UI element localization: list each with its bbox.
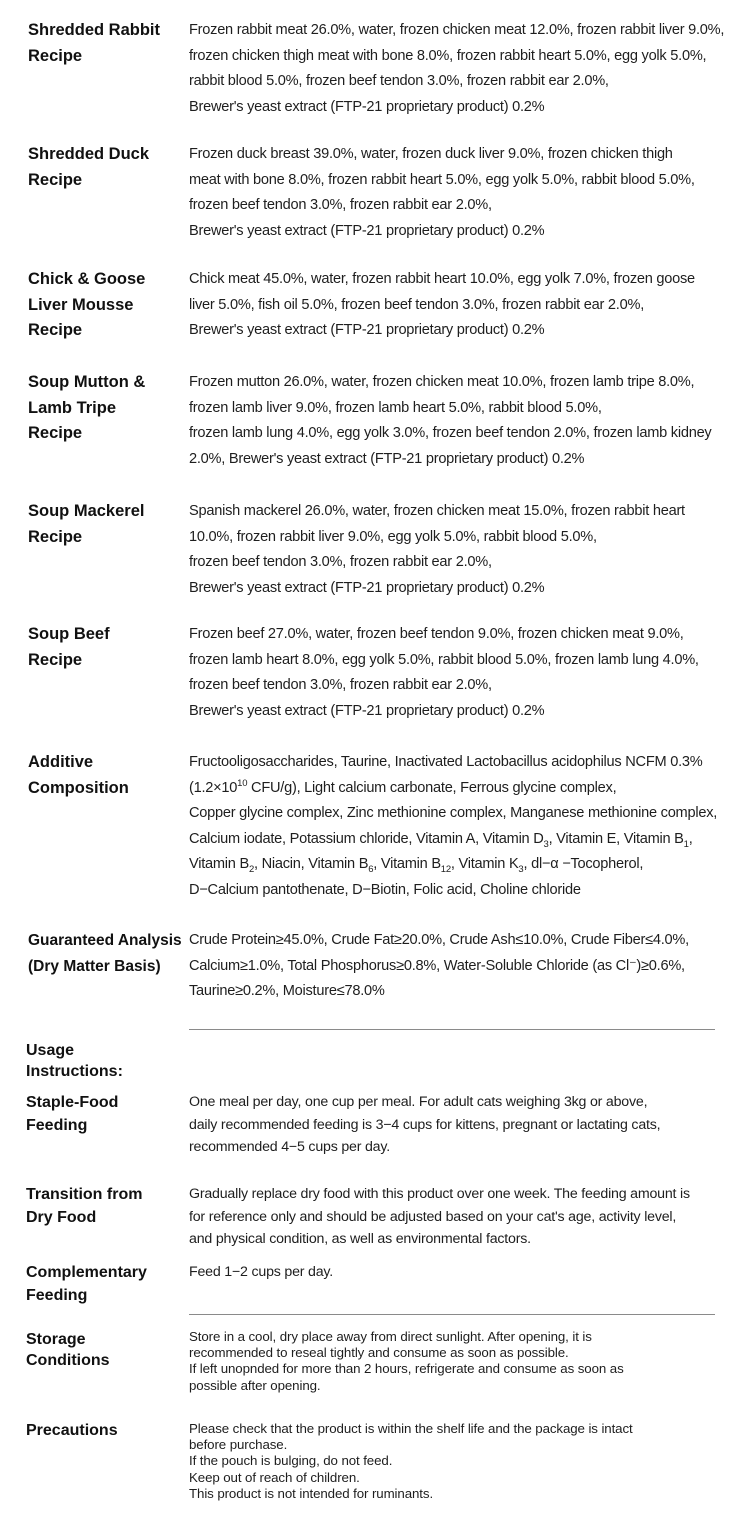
- additive-text: Calcium iodate, Potassium chloride, Vitamin A, Vitamin D: [189, 830, 544, 847]
- usage-label: [26, 1261, 186, 1307]
- ingredient-line: frozen lamb lung 4.0%, egg yolk 3.0%, frozen beef tendon 2.0%, frozen lamb kidney: [189, 425, 712, 441]
- usage-text: [189, 1261, 729, 1284]
- analysis-line: Calcium≥1.0%, Total Phosphorus≥0.8%, Water-Soluble Chloride (as Cl⁻)≥0.6%,: [189, 957, 685, 974]
- recipe-ingredients: [189, 499, 729, 601]
- subscript: 3: [543, 838, 549, 850]
- recipe-name: [28, 267, 183, 344]
- recipe-name-line: Chick & Goose: [28, 270, 146, 288]
- ingredient-line: frozen lamb liver 9.0%, frozen lamb heart 5.0%, rabbit blood 5.0%,: [189, 399, 602, 416]
- additive-line: Copper glycine complex, Zinc methionine complex, Manganese methionine complex,: [189, 805, 718, 821]
- usage-text: [189, 1091, 729, 1159]
- additive-label-line: Additive: [28, 753, 94, 771]
- additive-line: [189, 827, 729, 853]
- usage-label-line: Complementary: [26, 1264, 147, 1281]
- precaution-line: If the pouch is bulging, do not feed.: [189, 1453, 393, 1469]
- recipe-name-line: Soup Mackerel: [28, 502, 145, 520]
- usage-heading-line: Instructions:: [26, 1063, 123, 1080]
- usage-label-line: Dry Food: [26, 1209, 97, 1226]
- additive-line: D−Calcium pantothenate, D−Biotin, Folic acid, Choline chloride: [189, 881, 581, 898]
- recipe-name-line: Recipe: [28, 170, 83, 189]
- additive-text: (1.2×10: [189, 779, 238, 796]
- recipe-name-line: Recipe: [28, 650, 83, 669]
- divider: [189, 1029, 715, 1030]
- ingredient-line: Brewer's yeast extract (FTP-21 proprietary product) 0.2%: [189, 322, 545, 338]
- superscript: 10: [237, 777, 248, 789]
- recipe-ingredients: [189, 142, 729, 244]
- recipe-ingredients: [189, 370, 729, 472]
- ingredient-line: Brewer's yeast extract (FTP-21 proprietary product) 0.2%: [189, 222, 545, 239]
- ingredient-line: 10.0%, frozen rabbit liver 9.0%, egg yolk 5.0%, rabbit blood 5.0%,: [189, 528, 597, 545]
- storage-label: [26, 1329, 186, 1371]
- recipe-name-line: Lamb Tripe: [28, 398, 117, 417]
- usage-label: [26, 1183, 186, 1229]
- additive-label: [28, 750, 183, 801]
- additive-text: Vitamin B: [189, 856, 249, 872]
- additive-list: [189, 750, 729, 903]
- storage-label-line: Storage: [26, 1331, 86, 1348]
- recipe-name-line: Soup Mutton &: [28, 373, 146, 391]
- usage-label-line: Staple-Food: [26, 1094, 119, 1111]
- ingredient-line: frozen beef tendon 3.0%, frozen rabbit ear 2.0%,: [189, 197, 492, 213]
- subscript: 1: [683, 838, 689, 850]
- usage-line: daily recommended feeding is 3−4 cups for kittens, pregnant or lactating cats,: [189, 1116, 661, 1133]
- ingredient-line: Frozen duck breast 39.0%, water, frozen duck liver 9.0%, frozen chicken thigh: [189, 146, 673, 162]
- recipe-name: [28, 370, 183, 447]
- recipe-name: [28, 142, 183, 193]
- recipe-name-line: Recipe: [28, 527, 83, 546]
- precaution-line: This product is not intended for ruminants.: [189, 1485, 434, 1501]
- storage-line: If left unopnded for more than 2 hours, refrigerate and consume as soon as: [189, 1361, 624, 1377]
- usage-line: recommended 4−5 cups per day.: [189, 1139, 390, 1155]
- analysis-values: [189, 928, 729, 1005]
- recipe-name-line: Recipe: [28, 321, 83, 339]
- recipe-name-line: Shredded Duck: [28, 145, 150, 163]
- recipe-ingredients: [189, 622, 729, 724]
- ingredient-line: Spanish mackerel 26.0%, water, frozen chicken meat 15.0%, frozen rabbit heart: [189, 503, 685, 519]
- recipe-name-line: Recipe: [28, 46, 83, 65]
- recipe-name-line: Recipe: [28, 424, 83, 442]
- usage-line: for reference only and should be adjusted based on your cat's age, activity level,: [189, 1208, 677, 1225]
- usage-heading-line: Usage: [26, 1042, 75, 1059]
- divider: [189, 1314, 715, 1315]
- usage-line: Gradually replace dry food with this product over one week. The feeding amount is: [189, 1186, 690, 1202]
- storage-line: recommended to reseal tightly and consume as soon as possible.: [189, 1345, 569, 1361]
- ingredient-line: Chick meat 45.0%, water, frozen rabbit heart 10.0%, egg yolk 7.0%, frozen goose: [189, 271, 695, 287]
- precaution-line: Keep out of reach of children.: [189, 1469, 360, 1485]
- ingredient-line: Frozen rabbit meat 26.0%, water, frozen chicken meat 12.0%, frozen rabbit liver 9.0%,: [189, 22, 725, 38]
- analysis-label-line: (Dry Matter Basis): [28, 957, 161, 975]
- ingredient-line: frozen lamb heart 8.0%, egg yolk 5.0%, rabbit blood 5.0%, frozen lamb lung 4.0%,: [189, 651, 699, 668]
- additive-text: CFU/g), Light calcium carbonate, Ferrous glycine complex,: [247, 779, 617, 796]
- additive-text: , Niacin, Vitamin B: [253, 856, 369, 872]
- recipe-name: [28, 18, 183, 69]
- recipe-ingredients: [189, 18, 729, 120]
- storage-line: Store in a cool, dry place away from direct sunlight. After opening, it is: [189, 1329, 592, 1344]
- storage-label-line: Conditions: [26, 1352, 110, 1369]
- precautions-text: [189, 1421, 729, 1502]
- precaution-line: Please check that the product is within the shelf life and the package is intact: [189, 1421, 633, 1436]
- usage-label: [26, 1091, 186, 1137]
- recipe-name: [28, 499, 183, 550]
- additive-line: [189, 776, 729, 802]
- additive-text: , Vitamin B: [373, 856, 441, 872]
- ingredient-line: Brewer's yeast extract (FTP-21 proprietary product) 0.2%: [189, 579, 545, 596]
- additive-line: [189, 852, 729, 878]
- ingredient-line: Frozen beef 27.0%, water, frozen beef tendon 9.0%, frozen chicken meat 9.0%,: [189, 626, 684, 642]
- storage-text: [189, 1329, 729, 1394]
- usage-label-line: Feeding: [26, 1287, 88, 1304]
- ingredient-line: Brewer's yeast extract (FTP-21 proprietary product) 0.2%: [189, 98, 545, 115]
- precautions-label-line: Precautions: [26, 1422, 118, 1439]
- subscript: 3: [518, 863, 524, 875]
- ingredient-line: 2.0%, Brewer's yeast extract (FTP-21 proprietary product) 0.2%: [189, 450, 585, 467]
- additive-text: ,: [688, 830, 693, 847]
- usage-label-line: Transition from: [26, 1186, 143, 1203]
- recipe-name-line: Shredded Rabbit: [28, 21, 161, 39]
- ingredient-line: frozen beef tendon 3.0%, frozen rabbit ear 2.0%,: [189, 677, 492, 693]
- ingredient-line: Frozen mutton 26.0%, water, frozen chicken meat 10.0%, frozen lamb tripe 8.0%,: [189, 374, 695, 390]
- subscript: 6: [368, 863, 374, 875]
- analysis-line: Taurine≥0.2%, Moisture≤78.0%: [189, 983, 385, 999]
- usage-label-line: Feeding: [26, 1117, 88, 1134]
- recipe-ingredients: [189, 267, 729, 344]
- subscript: 2: [248, 863, 254, 875]
- additive-line: Fructooligosaccharides, Taurine, Inactivated Lactobacillus acidophilus NCFM 0.3%: [189, 754, 703, 770]
- usage-heading-label: [26, 1040, 186, 1082]
- ingredient-line: frozen beef tendon 3.0%, frozen rabbit ear 2.0%,: [189, 554, 492, 570]
- usage-text: [189, 1183, 729, 1251]
- ingredient-line: meat with bone 8.0%, frozen rabbit heart 5.0%, egg yolk 5.0%, rabbit blood 5.0%,: [189, 171, 695, 188]
- analysis-label-line: Guaranteed Analysis: [28, 932, 182, 949]
- analysis-line: Crude Protein≥45.0%, Crude Fat≥20.0%, Crude Ash≤10.0%, Crude Fiber≤4.0%,: [189, 932, 689, 948]
- recipe-name: [28, 622, 183, 673]
- storage-line: possible after opening.: [189, 1377, 321, 1393]
- additive-text: , Vitamin E, Vitamin B: [548, 830, 684, 847]
- analysis-label: [28, 928, 193, 979]
- additive-text: , Vitamin K: [450, 856, 519, 872]
- recipe-name-line: Liver Mousse: [28, 295, 134, 314]
- additive-text: , dl−α −Tocopherol,: [523, 856, 644, 872]
- usage-line: One meal per day, one cup per meal. For adult cats weighing 3kg or above,: [189, 1094, 648, 1110]
- ingredient-line: liver 5.0%, fish oil 5.0%, frozen beef tendon 3.0%, frozen rabbit ear 2.0%,: [189, 296, 645, 313]
- usage-line: and physical condition, as well as environmental factors.: [189, 1231, 531, 1247]
- ingredient-line: Brewer's yeast extract (FTP-21 proprietary product) 0.2%: [189, 702, 545, 719]
- recipe-name-line: Soup Beef: [28, 625, 110, 643]
- precautions-label: [26, 1419, 186, 1442]
- usage-line: Feed 1−2 cups per day.: [189, 1264, 334, 1280]
- ingredient-line: rabbit blood 5.0%, frozen beef tendon 3.0%, frozen rabbit ear 2.0%,: [189, 73, 609, 89]
- additive-label-line: Composition: [28, 778, 129, 797]
- ingredient-line: frozen chicken thigh meat with bone 8.0%, frozen rabbit heart 5.0%, egg yolk 5.0%,: [189, 47, 707, 64]
- subscript: 12: [440, 863, 451, 875]
- precaution-line: before purchase.: [189, 1437, 288, 1453]
